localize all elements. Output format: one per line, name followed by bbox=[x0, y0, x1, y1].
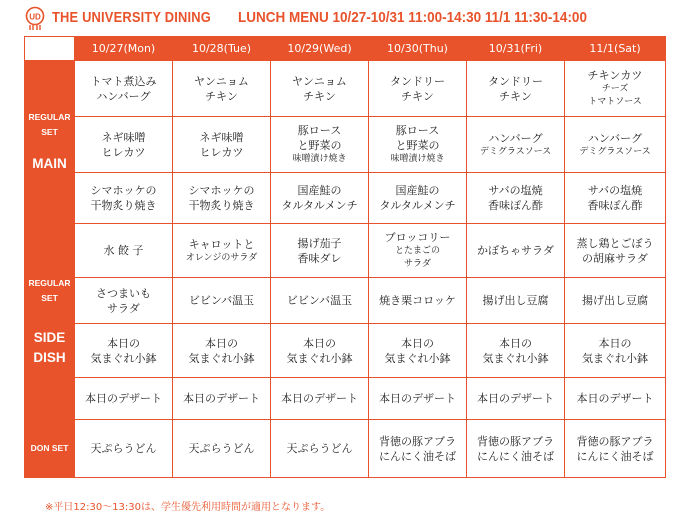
menu-item-cell bbox=[271, 378, 369, 420]
menu-row bbox=[25, 224, 666, 278]
menu-row bbox=[25, 173, 666, 224]
menu-item-cell bbox=[173, 324, 271, 378]
menu-item-line: の胡麻サラダ bbox=[582, 251, 648, 265]
menu-item-line: 干物炙り焼き bbox=[90, 199, 157, 212]
menu-item-line: 本日のデザート bbox=[281, 392, 358, 405]
menu-item-line: と野菜の bbox=[297, 139, 342, 152]
menu-item-cell bbox=[369, 278, 467, 324]
menu-item-line: ヤンニョム bbox=[194, 74, 249, 88]
menu-item-line: 気まぐれ小鉢 bbox=[482, 351, 549, 365]
menu-item-cell bbox=[75, 61, 173, 117]
menu-item-line: デミグラスソース bbox=[579, 146, 651, 157]
category-label-side bbox=[25, 224, 75, 420]
menu-item-line: 本日の bbox=[598, 336, 632, 350]
menu-item-line: サバの塩焼 bbox=[488, 184, 543, 197]
menu-item-cell bbox=[467, 173, 565, 224]
menu-item-cell bbox=[75, 117, 173, 173]
footnote: ※平日12:30～13:30は、学生優先利用時間が適用となります。 bbox=[45, 502, 331, 513]
menu-item-line: 香味ダレ bbox=[297, 251, 342, 265]
menu-item-line: 蒸し鶏とごぼう bbox=[576, 236, 654, 250]
menu-item-cell bbox=[271, 278, 369, 324]
menu-item-cell bbox=[467, 224, 565, 278]
menu-item-cell bbox=[467, 61, 565, 117]
corner-cell bbox=[25, 37, 75, 61]
menu-item-line: オレンジのサラダ bbox=[185, 252, 258, 263]
menu-row bbox=[25, 324, 666, 378]
menu-item-cell bbox=[271, 224, 369, 278]
university-dining-logo-icon bbox=[25, 6, 45, 30]
menu-item-line: チキン bbox=[401, 89, 434, 103]
menu-item-line: 気まぐれ小鉢 bbox=[384, 351, 451, 365]
category-label-main bbox=[25, 61, 75, 224]
menu-item-line: 国産鮭の bbox=[395, 184, 440, 197]
menu-item-line: 味噌漬け焼き bbox=[390, 154, 445, 164]
menu-item-cell bbox=[75, 378, 173, 420]
menu-item-line: ヒレカツ bbox=[101, 145, 146, 159]
menu-item-line: 背徳の豚アブラ bbox=[379, 434, 456, 448]
menu-item-line: ハンバーグ bbox=[587, 131, 643, 145]
menu-item-line: 国産鮭の bbox=[297, 184, 342, 197]
svg-text:UD: UD bbox=[29, 12, 41, 22]
day-header: 11/1(Sat) bbox=[565, 37, 666, 61]
menu-row bbox=[25, 278, 666, 324]
menu-item-cell bbox=[369, 224, 467, 278]
menu-item-line: 豚ロース bbox=[297, 124, 342, 137]
menu-item-line: 気まぐれ小鉢 bbox=[582, 351, 648, 365]
menu-item-cell bbox=[467, 420, 565, 478]
menu-row bbox=[25, 378, 666, 420]
menu-item-line: 本日の bbox=[303, 336, 336, 350]
menu-item-line: 天ぷらうどん bbox=[90, 442, 157, 455]
menu-item-line: サバの塩焼 bbox=[587, 184, 643, 197]
menu-item-line: と野菜の bbox=[395, 139, 440, 152]
menu-item-line: 天ぷらうどん bbox=[188, 442, 255, 455]
menu-item-cell bbox=[75, 324, 173, 378]
menu-item-line: チーズ bbox=[601, 84, 629, 94]
menu-item-line: 揚げ茄子 bbox=[297, 236, 342, 250]
day-header: 10/27(Mon) bbox=[75, 37, 173, 61]
menu-item-cell bbox=[271, 117, 369, 173]
menu-item-line: シマホッケの bbox=[90, 184, 157, 197]
menu-item-line: 本日のデザート bbox=[379, 392, 456, 405]
menu-item-cell bbox=[565, 61, 666, 117]
menu-item-line: タンドリー bbox=[390, 74, 445, 88]
menu-item-cell bbox=[271, 324, 369, 378]
menu-title: LUNCH MENU 10/27-10/31 11:00-14:30 11/1 11:30-14:00 bbox=[238, 9, 587, 26]
menu-item-cell bbox=[467, 324, 565, 378]
menu-item-cell bbox=[173, 224, 271, 278]
menu-item-cell bbox=[369, 173, 467, 224]
menu-item-line: デミグラスソース bbox=[479, 146, 552, 157]
menu-item-cell bbox=[271, 420, 369, 478]
menu-item-cell bbox=[565, 324, 666, 378]
menu-item-cell bbox=[369, 117, 467, 173]
menu-item-line: とたまごの bbox=[394, 246, 440, 256]
menu-item-line: チキンカツ bbox=[587, 69, 643, 82]
menu-item-line: さつまいも bbox=[96, 286, 151, 300]
menu-item-line: ヤンニョム bbox=[292, 74, 347, 88]
menu-item-cell bbox=[173, 173, 271, 224]
menu-item-line: トマトソース bbox=[588, 97, 642, 107]
menu-item-line: ヒレカツ bbox=[199, 145, 244, 159]
menu-item-cell bbox=[369, 61, 467, 117]
menu-item-line: 本日のデザート bbox=[477, 392, 554, 405]
day-header: 10/28(Tue) bbox=[173, 37, 271, 61]
menu-item-line: 本日のデザート bbox=[183, 392, 260, 405]
menu-item-line: 味噌漬け焼き bbox=[292, 154, 347, 164]
menu-item-line: 揚げ出し豆腐 bbox=[582, 294, 648, 307]
menu-item-cell bbox=[173, 117, 271, 173]
menu-item-line: ビビンバ温玉 bbox=[286, 294, 353, 307]
menu-item-line: 水 餃 子 bbox=[103, 244, 144, 257]
menu-item-line: チキン bbox=[499, 89, 532, 103]
menu-item-line: サラダ bbox=[404, 259, 431, 269]
category-sub: REGULAR bbox=[28, 112, 71, 122]
menu-row bbox=[25, 117, 666, 173]
menu-item-line: サラダ bbox=[107, 301, 140, 315]
menu-item-line: 干物炙り焼き bbox=[188, 199, 255, 212]
menu-item-line: タルタルメンチ bbox=[379, 199, 456, 212]
menu-item-line: 本日のデザート bbox=[85, 392, 162, 405]
menu-item-line: ビビンバ温玉 bbox=[188, 294, 255, 307]
menu-item-line: シマホッケの bbox=[188, 184, 255, 197]
menu-item-line: 香味ぽん酢 bbox=[488, 199, 543, 212]
menu-item-line: チキン bbox=[303, 89, 336, 103]
menu-item-line: 気まぐれ小鉢 bbox=[286, 351, 353, 365]
menu-item-cell bbox=[565, 378, 666, 420]
menu-item-cell bbox=[565, 420, 666, 478]
menu-item-cell bbox=[467, 117, 565, 173]
menu-item-line: ネギ味噌 bbox=[101, 130, 146, 144]
menu-item-line: にんにく油そば bbox=[477, 449, 554, 463]
menu-item-cell bbox=[75, 224, 173, 278]
menu-item-line: 香味ぽん酢 bbox=[587, 199, 643, 212]
menu-item-cell bbox=[173, 278, 271, 324]
category-sub: SET bbox=[41, 292, 58, 303]
day-header-row bbox=[25, 37, 666, 61]
menu-item-cell bbox=[369, 420, 467, 478]
menu-item-line: ハンバーグ bbox=[488, 131, 543, 145]
menu-item-cell bbox=[173, 61, 271, 117]
menu-item-cell bbox=[565, 173, 666, 224]
category-sub: SET bbox=[41, 127, 58, 137]
menu-item-line: タンドリー bbox=[488, 74, 543, 88]
menu-item-cell bbox=[565, 278, 666, 324]
menu-item-line: にんにく油そば bbox=[379, 449, 456, 463]
category-name: DISH bbox=[33, 349, 66, 365]
menu-item-cell bbox=[565, 117, 666, 173]
menu-item-line: 豚ロース bbox=[395, 124, 440, 137]
brand-name: THE UNIVERSITY DINING bbox=[52, 9, 211, 26]
category-sub: REGULAR bbox=[28, 277, 71, 288]
menu-row bbox=[25, 420, 666, 478]
menu-item-line: 背徳の豚アブラ bbox=[576, 434, 654, 448]
category-name: DON SET bbox=[30, 443, 69, 453]
day-header: 10/29(Wed) bbox=[271, 37, 369, 61]
menu-item-line: 揚げ出し豆腐 bbox=[482, 294, 549, 307]
menu-item-cell bbox=[369, 378, 467, 420]
menu-item-line: にんにく油そば bbox=[576, 449, 654, 463]
menu-item-cell bbox=[369, 324, 467, 378]
menu-item-line: 天ぷらうどん bbox=[286, 442, 353, 455]
menu-item-cell bbox=[565, 224, 666, 278]
lunch-menu-table bbox=[24, 36, 666, 478]
menu-item-line: ハンバーグ bbox=[96, 89, 151, 103]
menu-item-cell bbox=[75, 278, 173, 324]
menu-item-line: 背徳の豚アブラ bbox=[477, 434, 554, 448]
menu-item-line: チキン bbox=[205, 89, 238, 103]
menu-item-cell bbox=[467, 278, 565, 324]
menu-item-cell bbox=[271, 61, 369, 117]
menu-item-line: ブロッコリー bbox=[384, 231, 451, 244]
menu-row bbox=[25, 61, 666, 117]
menu-item-line: 焼き栗コロッケ bbox=[379, 294, 456, 307]
menu-item-line: 本日の bbox=[107, 336, 140, 350]
day-header: 10/30(Thu) bbox=[369, 37, 467, 61]
menu-item-cell bbox=[75, 173, 173, 224]
menu-item-line: 気まぐれ小鉢 bbox=[188, 351, 255, 365]
menu-item-cell bbox=[467, 378, 565, 420]
menu-item-cell bbox=[173, 420, 271, 478]
menu-item-cell bbox=[75, 420, 173, 478]
menu-item-line: かぼちゃサラダ bbox=[477, 244, 554, 257]
menu-item-line: 本日の bbox=[499, 336, 532, 350]
category-label-don bbox=[25, 420, 75, 478]
day-header: 10/31(Fri) bbox=[467, 37, 565, 61]
menu-item-line: 本日のデザート bbox=[576, 392, 654, 405]
category-name: SIDE bbox=[33, 329, 66, 345]
menu-item-line: 本日の bbox=[205, 336, 238, 350]
category-name: MAIN bbox=[32, 156, 67, 171]
menu-item-line: 本日の bbox=[401, 336, 434, 350]
menu-item-line: キャロットと bbox=[188, 237, 255, 251]
menu-item-cell bbox=[173, 378, 271, 420]
menu-item-line: ネギ味噌 bbox=[199, 130, 244, 144]
menu-item-line: タルタルメンチ bbox=[281, 199, 358, 212]
page-header bbox=[0, 0, 685, 36]
menu-item-line: トマト煮込み bbox=[90, 74, 157, 88]
menu-item-line: 気まぐれ小鉢 bbox=[90, 351, 157, 365]
menu-item-cell bbox=[271, 173, 369, 224]
